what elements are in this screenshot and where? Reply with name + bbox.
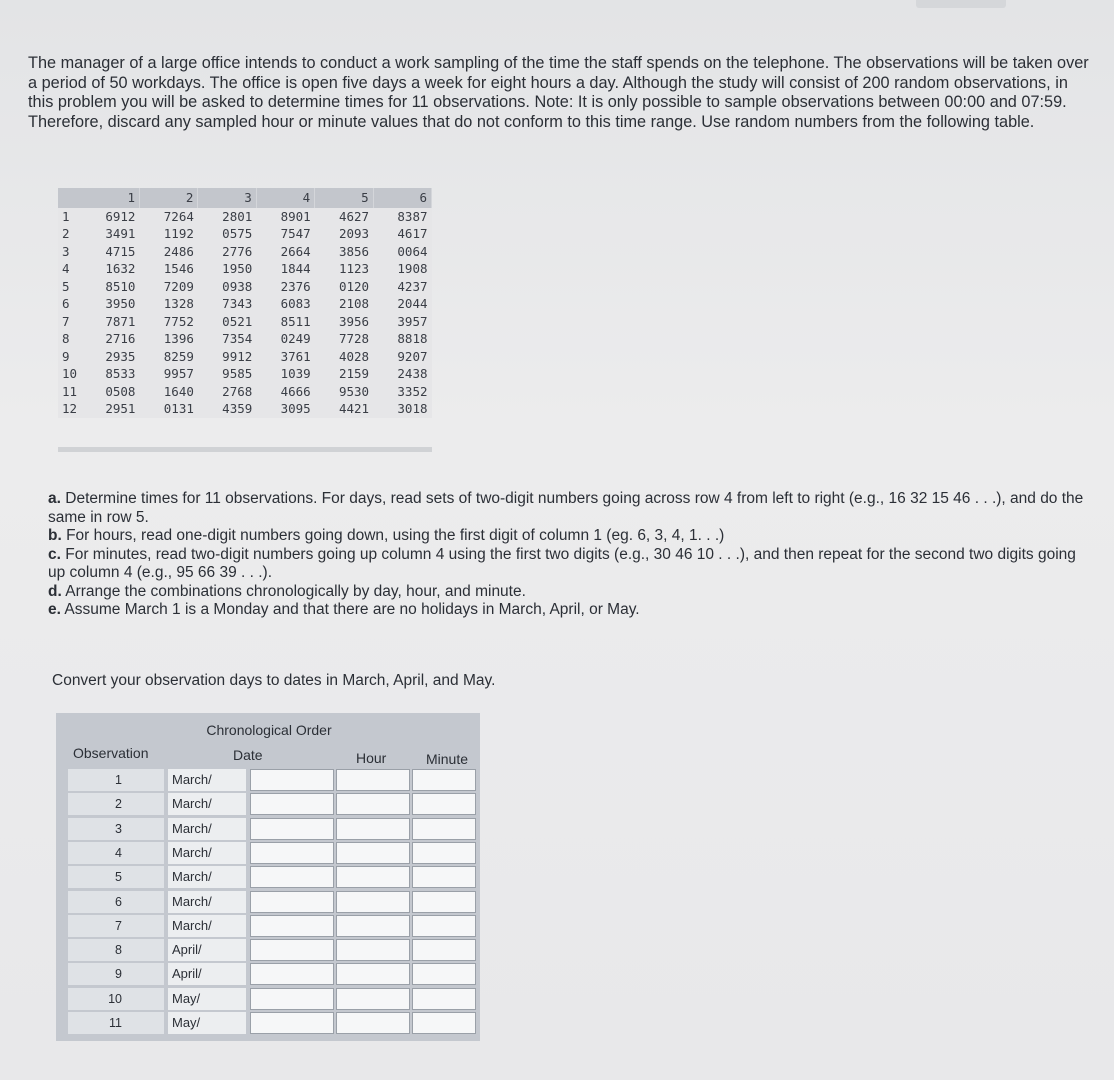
hour-input[interactable] [336,818,410,840]
random-table-cell: 7354 [222,331,253,346]
answer-row [56,963,480,987]
random-table-cell: 4421 [338,401,370,416]
observation-number-text: 6 [115,894,122,909]
random-table-row-number: 5 [62,278,70,294]
random-table-row [58,225,432,243]
question-list [48,490,1088,620]
random-table-cell: 2716 [105,331,136,346]
random-table-cell: 1039 [280,366,311,381]
month-prefix: May/ [168,1012,246,1034]
random-table-cell: 9912 [222,348,253,364]
minute-input[interactable] [412,988,476,1010]
hour-column-header: Hour [356,750,387,766]
random-table-cell: 9957 [163,366,194,381]
random-table-row [58,278,432,296]
month-prefix: March/ [168,769,246,791]
random-table-cell: 0575 [222,226,253,241]
random-table-cell: 3957 [397,313,428,329]
random-table-cell: 2768 [222,383,253,399]
month-prefix: March/ [168,793,246,815]
random-table-row-number: 1 [62,208,70,224]
answer-row [56,866,480,890]
month-prefix: April/ [168,939,246,961]
random-table-row [58,383,432,401]
random-table-cell: 0120 [338,278,370,294]
random-table-cell: 2376 [280,278,311,294]
random-table-header-5: 5 [315,188,373,208]
observation-number [68,1012,164,1034]
random-table-cell: 8511 [280,313,311,329]
random-table-row [58,243,432,261]
minute-input[interactable] [412,939,476,961]
random-number-table [58,188,432,418]
answer-row [56,769,480,793]
random-table-row-number: 2 [62,226,70,241]
hour-input[interactable] [336,988,410,1010]
random-table-row-number: 4 [62,261,70,276]
observation-number-text: 7 [115,918,122,933]
random-table-cell: 0131 [163,401,194,416]
hour-input[interactable] [336,793,410,815]
random-table-cell: 7264 [163,208,194,224]
random-table-cell: 2951 [105,401,136,416]
hour-input[interactable] [336,891,410,913]
answer-row [56,1012,480,1036]
random-table-row-number: 6 [62,296,70,311]
random-table-header-3: 3 [198,188,256,208]
random-table-header-2: 2 [139,188,197,208]
hour-input[interactable] [336,939,410,961]
answer-row [56,939,480,963]
random-table-cell: 3018 [397,401,428,416]
random-table-cell: 0508 [105,383,136,399]
hour-input[interactable] [336,866,410,888]
random-table-cell: 3491 [105,226,136,241]
date-column-header: Date [233,747,263,763]
observation-number [68,842,164,864]
random-table-cell: 1396 [163,331,194,346]
random-table-cell: 0064 [397,243,428,259]
random-table-cell: 2935 [105,348,136,364]
question-a-label: a. [48,490,61,507]
random-table-cell: 3095 [280,401,311,416]
date-input[interactable] [250,963,334,985]
observation-number [68,769,164,791]
minute-input[interactable] [412,963,476,985]
question-d-label: d. [48,582,62,600]
date-input[interactable] [250,842,334,864]
random-table-row [58,208,432,226]
random-table-cell: 1192 [163,226,194,241]
random-table-cell: 8387 [397,208,428,224]
random-table-header-4: 4 [256,188,314,208]
random-table-cell: 7752 [163,313,194,329]
random-table-cell: 8533 [105,366,136,381]
month-prefix: March/ [168,842,246,864]
minute-input[interactable] [412,866,476,888]
random-table-cell: 4359 [222,401,253,416]
random-table-row-number: 8 [62,331,70,346]
minute-column-header: Minute [426,751,469,767]
minute-input[interactable] [412,769,476,791]
date-input[interactable] [250,915,334,937]
random-table-cell: 9530 [338,383,370,399]
random-table-cell: 1546 [163,261,194,276]
date-input[interactable] [250,988,334,1010]
random-table-cell: 2159 [338,366,370,381]
random-table-cell: 1950 [222,261,253,276]
answer-table [56,713,480,1041]
random-table-cell: 1123 [338,261,370,276]
answer-table-title: Chronological Order [206,722,332,738]
month-prefix: April/ [168,963,246,985]
minute-input[interactable] [412,793,476,815]
random-table-header [58,188,432,208]
month-prefix: March/ [168,915,246,937]
date-input[interactable] [250,866,334,888]
random-table-cell: 9585 [222,366,253,381]
date-input[interactable] [250,793,334,815]
minute-input[interactable] [412,1012,476,1034]
problem-intro: The manager of a large office intends to conduct a work sampling of the time the staff spends on the telephone. The observations will be taken over a period of 50 workdays. The office is open five days a week for eight hours a day. Although the study will consist of 200 random observations, in this problem you will be asked to determine times for 11 observations. Note: It is only possible to sample observations between 00:00 and 07:59. Therefore, discard any sampled hour or minute values that do not conform to this time range. Use random numbers from the following table. [28,54,1089,131]
random-table-cell: 4715 [105,243,136,259]
random-table-cell: 0938 [222,278,253,294]
observation-number-text: 3 [115,821,122,836]
random-table-cell: 4666 [280,383,311,399]
observation-column-header: Observation [73,745,149,761]
random-table-cell: 2438 [397,366,428,381]
random-table-cell: 8259 [163,348,194,364]
random-table-cell: 8510 [105,278,136,294]
question-e [48,601,1088,620]
month-prefix: March/ [168,818,246,840]
question-a [48,490,1088,527]
question-b-label: b. [48,527,62,544]
month-prefix: March/ [168,891,246,913]
minute-input[interactable] [412,915,476,937]
random-table-row-number: 3 [62,243,70,259]
random-table-row [58,400,432,418]
random-table-row [58,260,432,278]
observation-number-text: 8 [115,943,122,958]
convert-instruction: Convert your observation days to dates in March, April, and May. [52,672,496,689]
random-table-header-1: 1 [58,188,139,208]
observation-number [68,963,164,985]
random-table-row [58,295,432,313]
observation-number [68,818,164,840]
random-table-body [58,208,432,418]
observation-number-text: 1 [115,773,122,787]
random-table-cell: 3856 [338,243,370,259]
random-table-header-6: 6 [373,188,431,208]
random-table-cell: 1844 [280,261,311,276]
random-table-cell: 3761 [280,348,311,364]
observation-number-text: 9 [115,967,122,982]
question-a-text: Determine times for 11 observations. For days, read sets of two-digit numbers going across row 4 from left to right (e.g., 16 32 15 46 . . .), and do the same in row 5. [48,490,1084,526]
random-table-cell: 2664 [280,243,311,259]
answer-row [56,891,480,915]
random-table-cell: 2044 [397,296,428,311]
random-table-cell: 6083 [280,296,311,311]
month-prefix: March/ [168,866,246,888]
random-table-cell: 2486 [163,243,194,259]
month-prefix: May/ [168,988,246,1010]
random-table-cell: 7728 [338,331,370,346]
observation-number [68,866,164,888]
random-table-cell: 7547 [280,226,311,241]
random-table-cell: 7209 [163,278,194,294]
date-input[interactable] [250,818,334,840]
observation-number-text: 10 [108,991,122,1006]
observation-number [68,915,164,937]
hour-input[interactable] [336,963,410,985]
random-table-cell: 9207 [397,348,428,364]
random-table-cell: 8901 [280,208,311,224]
random-table-row-number: 11 [62,383,78,399]
date-input[interactable] [250,891,334,913]
answer-row [56,988,480,1012]
observation-number [68,793,164,815]
random-table-cell: 6912 [105,208,136,224]
question-c-text: For minutes, read two-digit numbers going up column 4 using the first two digits (e.g., 30 46 10 . . .), and then repeat for the second two digits going up column 4 (e.g., 95 66 39 . . .). [48,545,1076,581]
observation-number-text: 2 [115,797,122,812]
random-table-cell: 4617 [397,226,428,241]
random-table-cell: 0249 [280,331,311,346]
random-table-cell: 8818 [397,331,428,346]
answer-row [56,842,480,866]
observation-number-text: 5 [115,870,122,885]
question-d [48,583,1088,602]
random-table-row-number: 7 [62,313,70,329]
answer-row [56,793,480,817]
random-table-cell: 2108 [338,296,370,311]
hour-input[interactable] [336,769,410,791]
observation-number-text: 4 [115,845,122,860]
random-table-cell: 1328 [163,296,194,311]
random-table-cell: 4028 [338,348,370,364]
question-e-text: Assume March 1 is a Monday and that there are no holidays in March, April, or May. [64,601,640,618]
answer-row [56,915,480,939]
random-table-cell: 2776 [222,243,253,259]
observation-number [68,891,164,913]
random-table-row-number: 10 [62,366,78,381]
question-b-text: For hours, read one-digit numbers going down, using the first digit of column 1 (eg. 6, 3, 4, 1. . .) [66,527,725,544]
random-table-row [58,313,432,331]
hour-input[interactable] [336,915,410,937]
question-e-label: e. [48,601,61,618]
date-input[interactable] [250,769,334,791]
random-table-row-number: 9 [62,348,70,364]
question-b [48,527,1088,546]
question-c-label: c. [48,545,61,563]
question-c [48,546,1088,583]
random-table-cell: 1640 [163,383,194,399]
random-table-cell: 3956 [338,313,370,329]
random-table-cell: 2801 [222,208,253,224]
observation-number [68,988,164,1010]
minute-input[interactable] [412,818,476,840]
random-table-row-number: 12 [62,401,78,416]
random-table-row [58,365,432,383]
minute-input[interactable] [412,891,476,913]
answer-row [56,818,480,842]
minute-input[interactable] [412,842,476,864]
random-table-cell: 4627 [338,208,370,224]
date-input[interactable] [250,939,334,961]
random-table-cell: 1908 [397,261,428,276]
hour-input[interactable] [336,842,410,864]
random-table-cell: 0521 [222,313,253,329]
random-table-cell: 7343 [222,296,253,311]
question-d-text: Arrange the combinations chronologically by day, hour, and minute. [65,582,526,600]
random-table-cell: 3950 [105,296,136,311]
top-button[interactable] [916,0,1006,8]
observation-number-text: 11 [109,1016,122,1030]
observation-number [68,939,164,961]
random-table-cell: 4237 [397,278,428,294]
random-table-bottom-rule [58,447,432,452]
hour-input[interactable] [336,1012,410,1034]
random-table-cell: 2093 [338,226,370,241]
random-table-cell: 3352 [397,383,428,399]
date-input[interactable] [250,1012,334,1034]
random-table-row [58,348,432,366]
random-table-cell: 7871 [105,313,136,329]
random-table-row [58,330,432,348]
random-table-cell: 1632 [105,261,136,276]
